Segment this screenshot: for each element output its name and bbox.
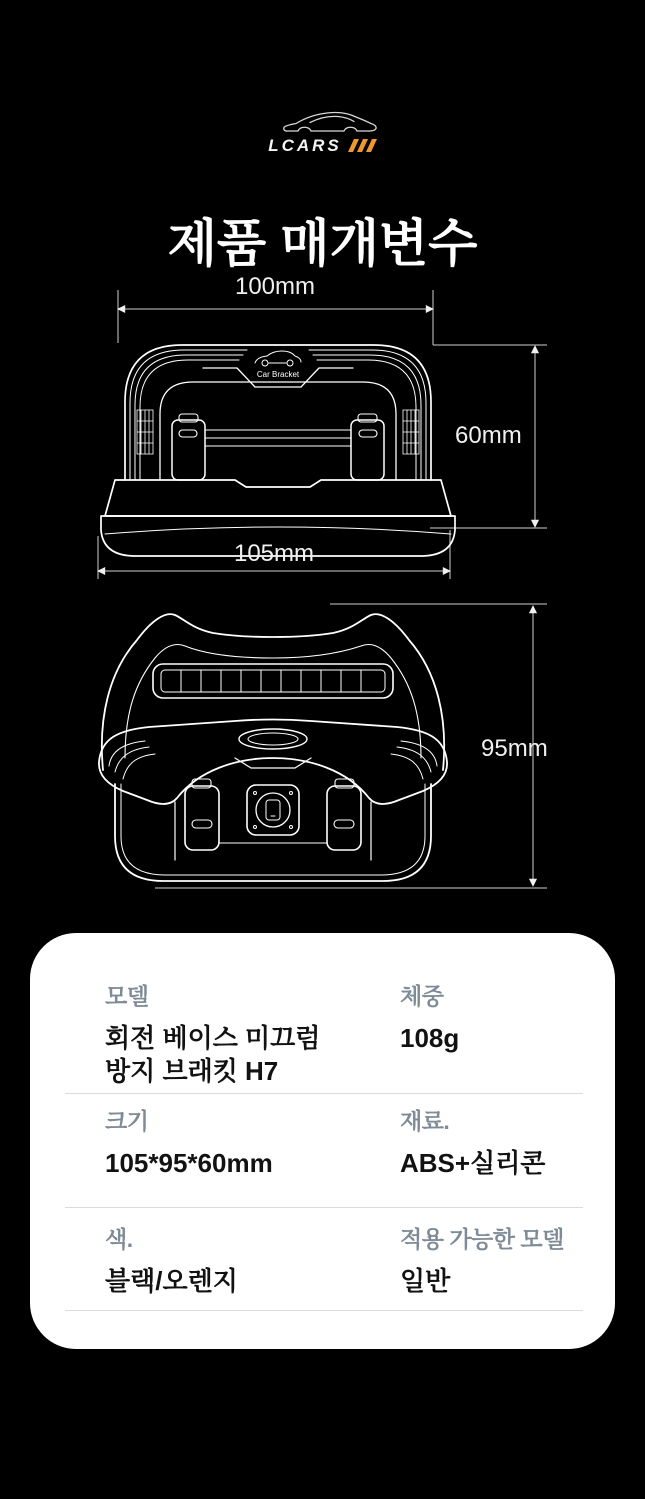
rear-view-line-art [99,614,447,881]
dimension-height: 60mm [455,422,522,449]
spec-cell-weight [385,978,587,1088]
spec-divider [65,1207,583,1208]
spec-cell-color [105,1221,385,1298]
car-bracket-logo-icon [255,351,301,366]
dimension-depth: 95mm [481,735,548,762]
spec-row-2 [105,1103,587,1180]
spec-label-size: 크기 [105,1108,149,1134]
logo-text: LCARS [268,136,342,155]
spec-label-model: 모델 [105,983,149,1009]
spec-value-applicable-model: 일반 [400,1266,451,1296]
logo-stripes-icon [347,139,377,152]
spec-value-model: 회전 베이스 미끄럼 방지 브래킷 H7 [105,1023,321,1086]
spec-card [30,933,615,1349]
spec-row-1 [105,978,587,1088]
spec-value-color: 블랙/오렌지 [105,1266,238,1296]
car-bracket-label: Car Bracket [256,370,300,379]
logo-wordmark [268,137,377,154]
spec-label-color: 색. [105,1226,133,1252]
spec-label-weight: 체중 [400,983,444,1009]
spec-cell-material [385,1103,587,1180]
spec-cell-applicable-model [385,1221,587,1298]
spec-label-material: 재료. [400,1108,450,1134]
grip-hatch-left [137,410,153,454]
spec-divider [65,1310,583,1311]
grip-hatch-right [403,410,419,454]
spec-row-3 [105,1221,587,1298]
spec-value-material: ABS+실리콘 [400,1148,546,1178]
dimension-bottom-width: 105mm [233,540,315,567]
spec-label-applicable-model: 적용 가능한 모델 [400,1226,564,1252]
rotating-base-mount [247,785,299,835]
dimension-top-width: 100mm [234,273,316,300]
spec-value-size: 105*95*60mm [105,1148,273,1178]
spec-value-weight: 108g [400,1023,460,1053]
spec-cell-size [105,1103,385,1180]
page-title: 제품 매개변수 [167,215,478,273]
spec-cell-model [105,978,385,1088]
brand-logo [0,110,645,154]
spec-divider [65,1093,583,1094]
car-silhouette-icon [282,110,378,136]
